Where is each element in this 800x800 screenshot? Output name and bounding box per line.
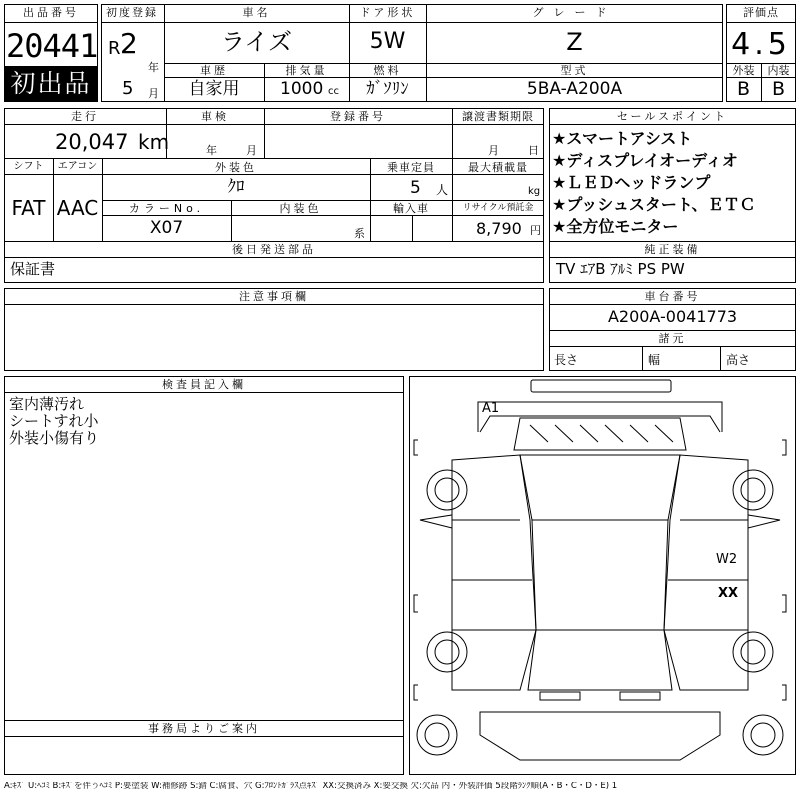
later-parts-label: 後日発送部品 — [232, 243, 316, 256]
ac-label: エアコン — [57, 161, 98, 172]
mileage-value: 20,047 — [55, 130, 129, 154]
grade-value: Z — [566, 28, 583, 56]
transfer-deadline-label: 譲渡書類期限 — [462, 110, 534, 123]
exterior-color-label: 外装色 — [215, 161, 257, 174]
month-value: 5 — [122, 78, 134, 99]
exterior-color-value: ｸﾛ — [227, 177, 245, 197]
width-label: 幅 — [648, 353, 661, 367]
month-unit: 月 — [148, 87, 159, 100]
score-value: 4.5 — [731, 27, 791, 62]
equipment-value: TV ｴｱB ｱﾙﾐ PS PW — [556, 260, 685, 278]
max-load-unit: kg — [528, 186, 541, 197]
damage-mark: W2 — [716, 552, 738, 567]
first-registration-label: 初度登録 — [106, 6, 158, 19]
shift-value: FAT — [11, 196, 46, 220]
later-parts-value: 保証書 — [10, 260, 56, 278]
exterior-grade-label: 外装 — [732, 64, 755, 77]
era-year: 2 — [120, 27, 138, 60]
score-label: 評価点 — [743, 6, 779, 19]
displacement-label: 排気量 — [285, 64, 328, 77]
sales-point-item: ★スマートアシスト — [552, 129, 693, 148]
max-load-label: 最大積載量 — [468, 161, 528, 174]
model-value: 5BA-A200A — [526, 79, 623, 99]
recycle-unit: 円 — [530, 224, 541, 237]
displacement-value: 1000 — [280, 79, 324, 99]
chassis-number: A200A-0041773 — [607, 307, 738, 326]
legend-text: A:ｷｽﾞ U:ﾍｺﾐ B:ｷｽﾞを伴うﾍｺﾐ P:要塗装 W:補修跡 S:錆 C:腐食、穴 G:ﾌﾛﾝﾄｶﾞﾗｽ点ｷｽﾞ XX:交換済み X:要交換 欠:欠品 内・外装評価 5段階ﾗﾝｸ順(A・B・C・D・E) 1 — [4, 782, 618, 791]
mileage-label: 走行 — [71, 110, 99, 123]
history-value: 自家用 — [188, 79, 240, 99]
height-label: 高さ — [726, 353, 751, 367]
inspection-month-unit: 月 — [246, 144, 257, 157]
door-label: ドア形状 — [359, 6, 416, 19]
door-value: 5W — [369, 29, 406, 54]
exterior-grade: B — [736, 78, 751, 100]
capacity-value: 5 — [410, 178, 421, 198]
notes-title: 注意事項欄 — [239, 290, 309, 303]
shift-label: シフト — [13, 161, 44, 172]
chassis-title: 車台番号 — [644, 290, 701, 303]
inspection-year-unit: 年 — [206, 144, 217, 157]
sales-point-item: ★全方位モニター — [552, 217, 679, 236]
import-label: 輸入車 — [393, 202, 429, 215]
capacity-unit: 人 — [436, 183, 449, 197]
fuel-value: ｶﾞｿﾘﾝ — [366, 79, 409, 99]
interior-grade-label: 内装 — [767, 64, 790, 77]
damage-mark: XX — [718, 586, 739, 601]
color-no-label: カラーNo. — [128, 202, 205, 215]
sales-point-item: ★ＬＥＤヘッドランプ — [552, 173, 711, 192]
recycle-label: リサイクル預託金 — [462, 203, 534, 213]
registration-label: 登録番号 — [330, 110, 386, 123]
recycle-value: 8,790 — [476, 219, 522, 238]
displacement-unit: cc — [328, 86, 339, 97]
transfer-month-unit: 月 — [488, 144, 499, 157]
mileage-unit: km — [138, 130, 170, 154]
lot-number-label: 出品番号 — [23, 6, 79, 19]
color-no-value: X07 — [149, 218, 184, 238]
interior-grade: B — [771, 78, 786, 100]
history-label: 車歴 — [200, 64, 228, 77]
car-diagram-box — [409, 376, 796, 775]
grade-label: グレード — [532, 6, 617, 19]
damage-mark: A1 — [482, 401, 500, 416]
office-title: 事務局よりご案内 — [148, 722, 260, 735]
inspector-line: 外装小傷有り — [9, 429, 100, 447]
interior-color-unit: 系 — [354, 227, 365, 240]
sales-point-item: ★プッシュスタート、ＥＴＣ — [552, 195, 756, 214]
inspector-line: シートすれ小 — [9, 412, 99, 430]
car-name: ライズ — [220, 28, 293, 56]
year-unit: 年 — [148, 61, 159, 74]
first-listing-badge: 初出品 — [5, 66, 97, 101]
fuel-label: 燃料 — [373, 64, 402, 77]
ac-value: AAC — [56, 196, 99, 220]
sales-points-title: セールスポイント — [616, 110, 728, 123]
inspector-title: 検査員記入欄 — [162, 378, 246, 391]
model-label: 型式 — [560, 64, 589, 77]
length-label: 長さ — [554, 353, 579, 367]
capacity-label: 乗車定員 — [387, 161, 435, 174]
equipment-title: 純正装備 — [644, 243, 701, 256]
inspection-label: 車検 — [201, 110, 229, 123]
car-name-label: 車名 — [242, 6, 271, 19]
specs-title: 諸元 — [658, 332, 687, 345]
interior-color-label: 内装色 — [279, 202, 322, 215]
sales-point-item: ★ディスプレイオーディオ — [552, 151, 738, 170]
transfer-day-unit: 日 — [528, 144, 539, 157]
inspector-line: 室内薄汚れ — [9, 395, 85, 413]
era-letter: R — [108, 38, 121, 59]
lot-number: 20441 — [6, 27, 98, 65]
